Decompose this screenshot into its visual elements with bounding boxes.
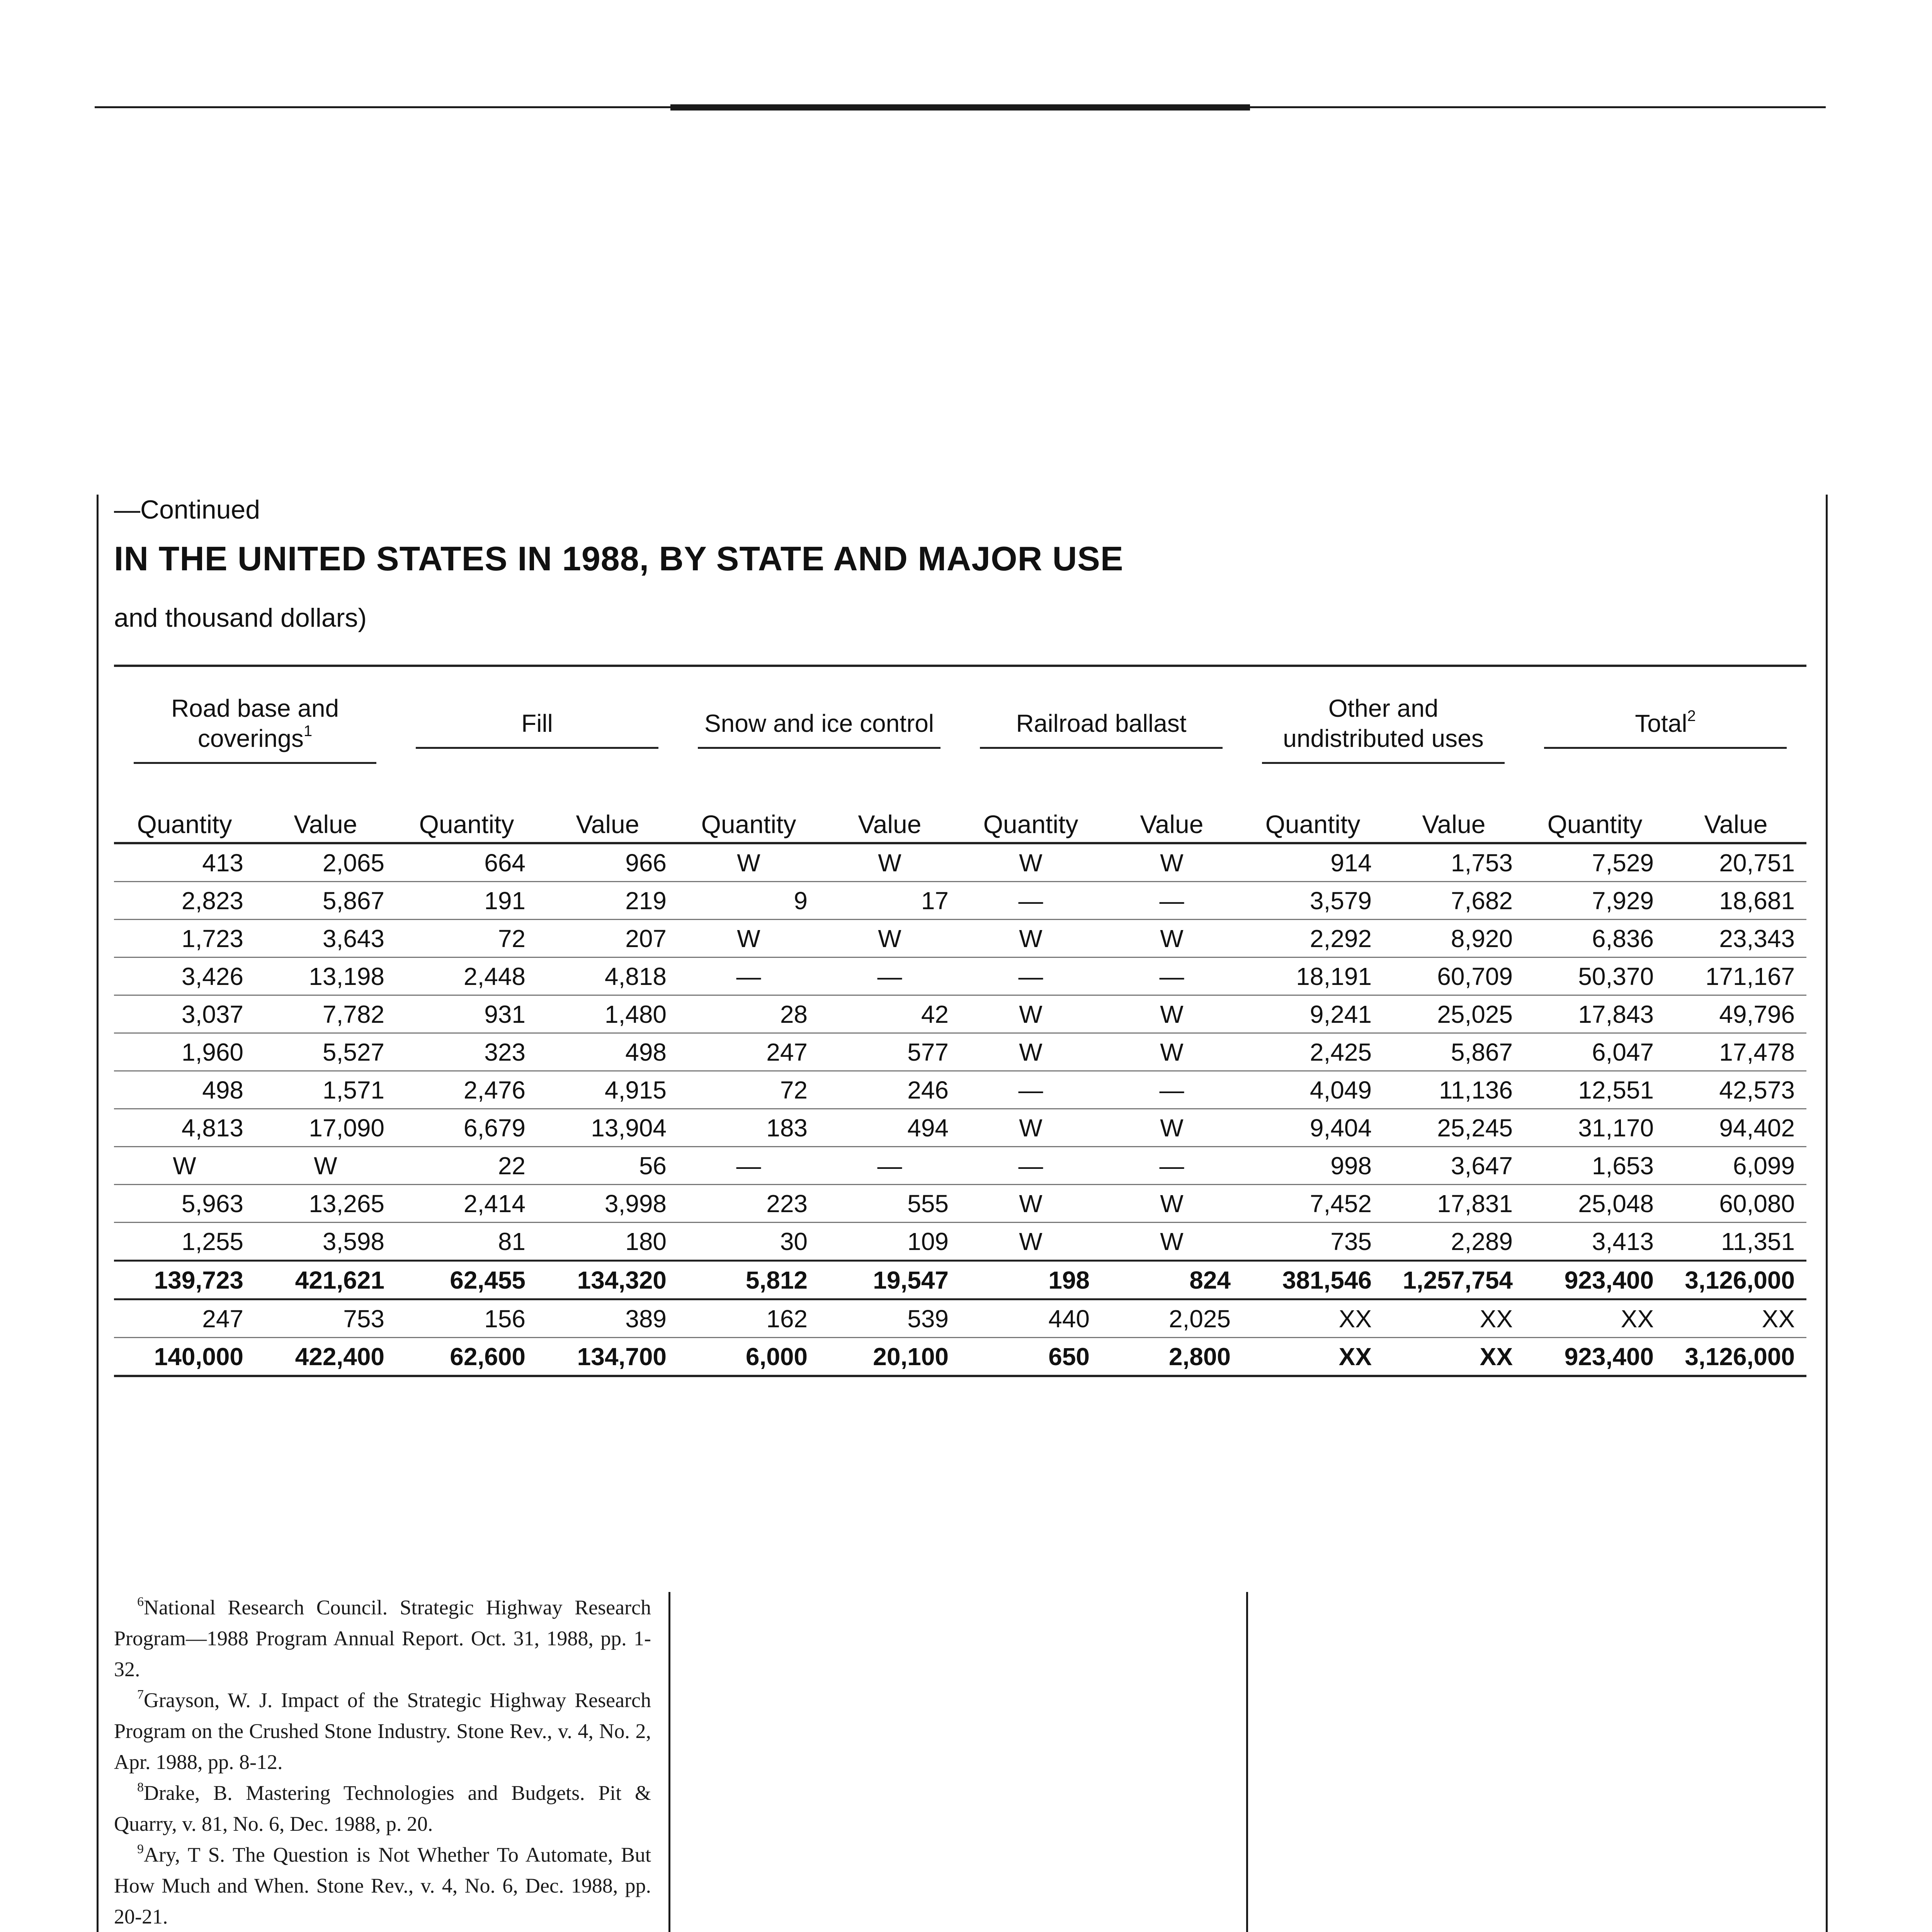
table-cell: 577 (819, 1033, 960, 1071)
table-cell: 966 (537, 843, 678, 882)
table-cell: W (255, 1147, 396, 1185)
table-cell: 17 (819, 882, 960, 920)
table-cell: 5,867 (1383, 1033, 1524, 1071)
column-header-quantity: Quantity (1524, 792, 1665, 843)
table-cell: 422,400 (255, 1338, 396, 1376)
table-cell: 81 (396, 1223, 537, 1261)
table-cell: — (1101, 882, 1242, 920)
column-header-quantity: Quantity (114, 792, 255, 843)
table-cell: 440 (960, 1299, 1101, 1338)
table-cell: XX (1242, 1299, 1383, 1338)
grand-total-row (114, 1338, 1806, 1376)
table-cell: 134,320 (537, 1261, 678, 1299)
table-cell: 11,351 (1665, 1223, 1806, 1261)
table-cell: 3,579 (1242, 882, 1383, 920)
table-row (114, 843, 1806, 882)
table-cell: 6,679 (396, 1109, 537, 1147)
table-cell: XX (1383, 1338, 1524, 1376)
table-cell: 7,452 (1242, 1185, 1383, 1223)
table-cell: — (678, 957, 819, 995)
table-cell: W (1101, 920, 1242, 957)
table-row (114, 1147, 1806, 1185)
table-cell: XX (1665, 1299, 1806, 1338)
table-cell: — (960, 957, 1101, 995)
column-header-value: Value (1383, 792, 1524, 843)
table-cell: 7,682 (1383, 882, 1524, 920)
column-header-value: Value (1101, 792, 1242, 843)
table-cell: 42 (819, 995, 960, 1033)
table-cell: — (960, 882, 1101, 920)
table-cell: 25,245 (1383, 1109, 1524, 1147)
table-cell: 162 (678, 1299, 819, 1338)
column-header-value: Value (255, 792, 396, 843)
table-cell: XX (1524, 1299, 1665, 1338)
table-cell: 381,546 (1242, 1261, 1383, 1299)
footnote-number: 9 (137, 1842, 144, 1856)
table-cell: W (1101, 1185, 1242, 1223)
table-cell: 824 (1101, 1261, 1242, 1299)
table-cell: 6,000 (678, 1338, 819, 1376)
table-cell: 156 (396, 1299, 537, 1338)
table-cell: 25,048 (1524, 1185, 1665, 1223)
table-row (114, 1223, 1806, 1261)
table-cell: 17,831 (1383, 1185, 1524, 1223)
table-cell: 3,413 (1524, 1223, 1665, 1261)
column-divider-line (668, 1592, 670, 1932)
footnote-number: 8 (137, 1780, 144, 1794)
table-cell: 5,527 (255, 1033, 396, 1071)
table-cell: 1,723 (114, 920, 255, 957)
column-header-quantity: Quantity (396, 792, 537, 843)
table-cell: 17,090 (255, 1109, 396, 1147)
table-cell: 247 (678, 1033, 819, 1071)
table-body (114, 843, 1806, 1376)
table-cell: — (819, 957, 960, 995)
table-cell: 17,843 (1524, 995, 1665, 1033)
table-cell: 539 (819, 1299, 960, 1338)
table-cell: 223 (678, 1185, 819, 1223)
data-table (114, 665, 1806, 1377)
table-cell: W (960, 1223, 1101, 1261)
table-cell: 2,414 (396, 1185, 537, 1223)
table-title: IN THE UNITED STATES IN 1988, BY STATE AND MAJOR USE (114, 539, 1124, 578)
table-cell: 12,551 (1524, 1071, 1665, 1109)
table-row (114, 1109, 1806, 1147)
table-cell: 9,404 (1242, 1109, 1383, 1147)
table-cell: 6,099 (1665, 1147, 1806, 1185)
table-cell: 1,571 (255, 1071, 396, 1109)
table-cell: 17,478 (1665, 1033, 1806, 1071)
table-cell: W (1101, 995, 1242, 1033)
table-cell: 191 (396, 882, 537, 920)
table-cell: 72 (396, 920, 537, 957)
table-cell: 19,547 (819, 1261, 960, 1299)
table-cell: 49,796 (1665, 995, 1806, 1033)
table-cell: 9,241 (1242, 995, 1383, 1033)
table-cell: 4,813 (114, 1109, 255, 1147)
table-cell: W (1101, 843, 1242, 882)
data-table-container (114, 665, 1806, 1377)
table-cell: 42,573 (1665, 1071, 1806, 1109)
table-cell: 183 (678, 1109, 819, 1147)
table-cell: W (819, 920, 960, 957)
table-cell: 139,723 (114, 1261, 255, 1299)
table-row (114, 1299, 1806, 1338)
table-cell: 11,136 (1383, 1071, 1524, 1109)
table-cell: 3,643 (255, 920, 396, 957)
footnote (114, 1685, 651, 1777)
top-thick-rule (670, 104, 1250, 111)
table-cell: W (960, 1109, 1101, 1147)
footnote-text: Drake, B. Mastering Technologies and Budgets. Pit & Quarry, v. 81, No. 6, Dec. 1988, p. 20. (114, 1781, 651, 1835)
column-header-quantity: Quantity (960, 792, 1101, 843)
table-cell: 62,455 (396, 1261, 537, 1299)
column-header-value: Value (819, 792, 960, 843)
table-row (114, 1071, 1806, 1109)
table-cell: W (1101, 1033, 1242, 1071)
continued-label: —Continued (114, 495, 260, 524)
units-subtitle: and thousand dollars) (114, 603, 367, 633)
column-header-value: Value (1665, 792, 1806, 843)
table-cell: 2,425 (1242, 1033, 1383, 1071)
table-cell: 23,343 (1665, 920, 1806, 957)
group-header: Fill (396, 665, 678, 792)
table-cell: 3,426 (114, 957, 255, 995)
table-cell: 753 (255, 1299, 396, 1338)
table-cell: XX (1383, 1299, 1524, 1338)
footnote (114, 1839, 651, 1932)
table-cell: 664 (396, 843, 537, 882)
table-cell: 650 (960, 1338, 1101, 1376)
table-cell: 25,025 (1383, 995, 1524, 1033)
table-cell: W (960, 1185, 1101, 1223)
table-cell: 2,065 (255, 843, 396, 882)
table-cell: 31,170 (1524, 1109, 1665, 1147)
table-cell: — (678, 1147, 819, 1185)
table-cell: 2,476 (396, 1071, 537, 1109)
table-cell: 498 (114, 1071, 255, 1109)
table-cell: 60,080 (1665, 1185, 1806, 1223)
table-cell: — (819, 1147, 960, 1185)
table-cell: 18,681 (1665, 882, 1806, 920)
table-cell: 923,400 (1524, 1261, 1665, 1299)
footnote-number: 7 (137, 1687, 144, 1702)
table-cell: 2,448 (396, 957, 537, 995)
table-cell: 2,025 (1101, 1299, 1242, 1338)
table-cell: W (678, 920, 819, 957)
table-cell: W (1101, 1223, 1242, 1261)
table-cell: 7,529 (1524, 843, 1665, 882)
table-cell: 3,647 (1383, 1147, 1524, 1185)
table-cell: 62,600 (396, 1338, 537, 1376)
table-cell: 1,255 (114, 1223, 255, 1261)
footnote-text: Grayson, W. J. Impact of the Strategic Highway Research Program on the Crushed Stone Industry. Stone Rev., v. 4, No. 2, Apr. 1988, pp. 8-12. (114, 1689, 651, 1774)
table-cell: — (1101, 1147, 1242, 1185)
table-cell: 13,265 (255, 1185, 396, 1223)
right-margin-line (1826, 495, 1828, 1932)
table-cell: 171,167 (1665, 957, 1806, 995)
table-cell: 50,370 (1524, 957, 1665, 995)
table-cell: 7,782 (255, 995, 396, 1033)
table-cell: XX (1242, 1338, 1383, 1376)
table-cell: 555 (819, 1185, 960, 1223)
table-cell: 3,598 (255, 1223, 396, 1261)
table-cell: 72 (678, 1071, 819, 1109)
table-cell: W (678, 843, 819, 882)
table-row (114, 920, 1806, 957)
table-cell: 3,126,000 (1665, 1338, 1806, 1376)
footnote (114, 1592, 651, 1685)
table-cell: 4,818 (537, 957, 678, 995)
footnote (114, 1777, 651, 1839)
column-header-value: Value (537, 792, 678, 843)
table-cell: 20,751 (1665, 843, 1806, 882)
table-cell: 5,963 (114, 1185, 255, 1223)
table-cell: W (960, 1033, 1101, 1071)
table-cell: 94,402 (1665, 1109, 1806, 1147)
table-cell: 180 (537, 1223, 678, 1261)
table-cell: 5,812 (678, 1261, 819, 1299)
table-cell: — (960, 1071, 1101, 1109)
table-cell: 1,753 (1383, 843, 1524, 882)
group-header: Other and undistributed uses (1242, 665, 1524, 792)
table-cell: W (960, 995, 1101, 1033)
table-cell: 998 (1242, 1147, 1383, 1185)
group-header: Railroad ballast (960, 665, 1242, 792)
table-cell: 1,480 (537, 995, 678, 1033)
table-cell: 413 (114, 843, 255, 882)
table-cell: 2,800 (1101, 1338, 1242, 1376)
table-cell: W (819, 843, 960, 882)
table-cell: 1,653 (1524, 1147, 1665, 1185)
table-cell: 7,929 (1524, 882, 1665, 920)
table-cell: 3,126,000 (1665, 1261, 1806, 1299)
table-cell: 2,823 (114, 882, 255, 920)
group-header: Road base and coverings$^1$ (114, 665, 396, 792)
table-cell: 20,100 (819, 1338, 960, 1376)
table-cell: 22 (396, 1147, 537, 1185)
table-cell: 494 (819, 1109, 960, 1147)
table-cell: 5,867 (255, 882, 396, 920)
table-cell: 4,915 (537, 1071, 678, 1109)
footnotes (114, 1592, 651, 1932)
table-cell: 3,037 (114, 995, 255, 1033)
table-cell: W (1101, 1109, 1242, 1147)
table-cell: 3,998 (537, 1185, 678, 1223)
table-cell: — (1101, 1071, 1242, 1109)
table-cell: 18,191 (1242, 957, 1383, 995)
table-cell: 4,049 (1242, 1071, 1383, 1109)
subtotal-row (114, 1261, 1806, 1299)
table-cell: — (960, 1147, 1101, 1185)
table-cell: 8,920 (1383, 920, 1524, 957)
table-cell: 421,621 (255, 1261, 396, 1299)
table-row (114, 882, 1806, 920)
table-cell: 13,904 (537, 1109, 678, 1147)
table-cell: 323 (396, 1033, 537, 1071)
table-cell: 140,000 (114, 1338, 255, 1376)
group-header: Snow and ice control (678, 665, 960, 792)
table-cell: 2,292 (1242, 920, 1383, 957)
table-row (114, 1033, 1806, 1071)
table-cell: W (960, 920, 1101, 957)
table-cell: 1,960 (114, 1033, 255, 1071)
column-header-quantity: Quantity (678, 792, 819, 843)
footnote-text: Ary, T S. The Question is Not Whether To Automate, But How Much and When. Stone Rev., v. 4, No. 6, Dec. 1988, pp. 20-21. (114, 1843, 651, 1928)
footnote-number: 6 (137, 1595, 144, 1609)
table-cell: 109 (819, 1223, 960, 1261)
table-cell: 9 (678, 882, 819, 920)
table-cell: 6,047 (1524, 1033, 1665, 1071)
table-cell: 735 (1242, 1223, 1383, 1261)
table-cell: 207 (537, 920, 678, 957)
table-cell: 134,700 (537, 1338, 678, 1376)
table-cell: 30 (678, 1223, 819, 1261)
table-cell: 246 (819, 1071, 960, 1109)
table-cell: 923,400 (1524, 1338, 1665, 1376)
table-cell: 6,836 (1524, 920, 1665, 957)
table-cell: 56 (537, 1147, 678, 1185)
table-cell: 1,257,754 (1383, 1261, 1524, 1299)
table-cell: — (1101, 957, 1242, 995)
table-cell: W (114, 1147, 255, 1185)
table-cell: 389 (537, 1299, 678, 1338)
table-cell: 219 (537, 882, 678, 920)
table-cell: 498 (537, 1033, 678, 1071)
table-row (114, 957, 1806, 995)
table-cell: 914 (1242, 843, 1383, 882)
table-cell: 60,709 (1383, 957, 1524, 995)
table-cell: 28 (678, 995, 819, 1033)
group-header: Total$^2$ (1524, 665, 1806, 792)
table-cell: 2,289 (1383, 1223, 1524, 1261)
table-cell: W (960, 843, 1101, 882)
table-cell: 247 (114, 1299, 255, 1338)
table-row (114, 1185, 1806, 1223)
left-margin-line (97, 495, 99, 1932)
column-header-quantity: Quantity (1242, 792, 1383, 843)
column-divider-line-right (1246, 1592, 1248, 1932)
table-cell: 198 (960, 1261, 1101, 1299)
table-cell: 13,198 (255, 957, 396, 995)
table-row (114, 995, 1806, 1033)
table-cell: 931 (396, 995, 537, 1033)
footnote-text: National Research Council. Strategic Highway Research Program—1988 Program Annual Report. Oct. 31, 1988, pp. 1-32. (114, 1596, 651, 1681)
